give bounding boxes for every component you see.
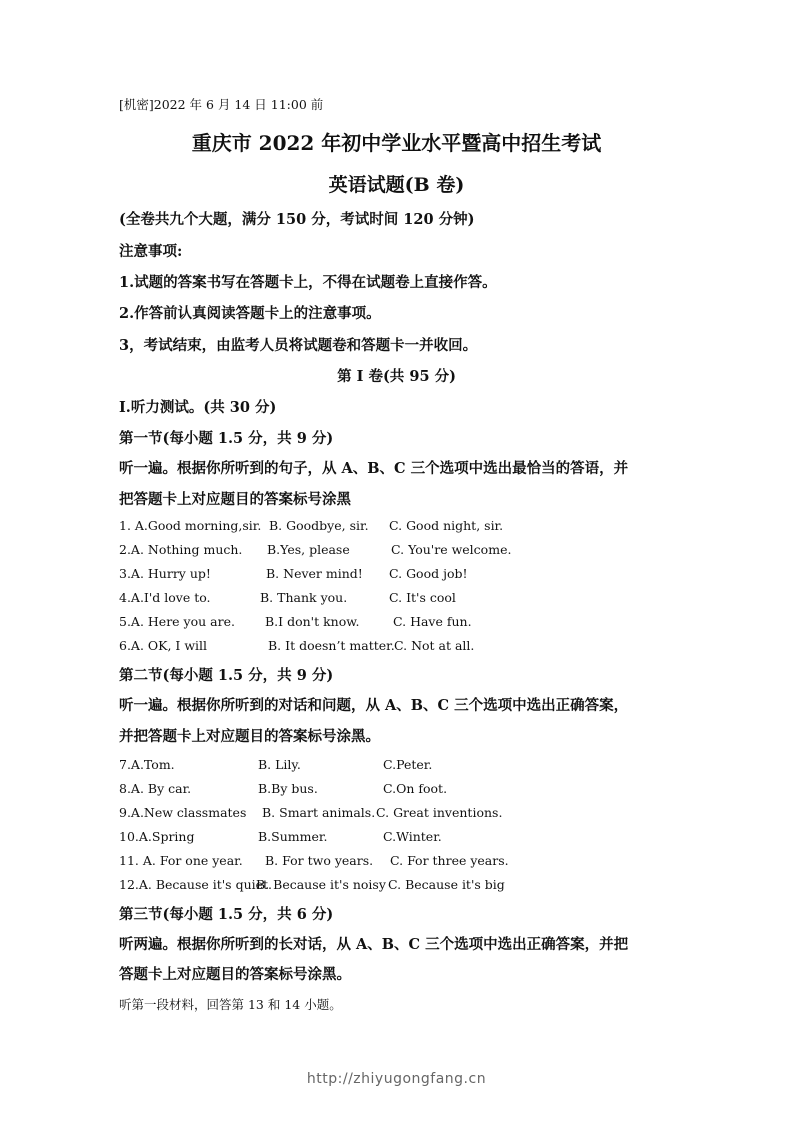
- option-c: C. You're welcome.: [391, 542, 512, 557]
- part-heading: 第 I 卷(共 95 分): [337, 368, 456, 385]
- option-a: 10.A.Spring: [119, 829, 195, 844]
- section-3-heading: 第三节(每小题 1.5 分，共 6 分): [119, 906, 334, 923]
- option-a: 12.A. Because it's quiet.: [119, 877, 273, 892]
- section-1-heading: 第一节(每小题 1.5 分，共 9 分): [119, 430, 334, 447]
- option-a: 2.A. Nothing much.: [119, 542, 243, 557]
- option-b: B. Lily.: [258, 757, 301, 772]
- notice-heading: 注意事项:: [119, 243, 183, 260]
- exam-title: 重庆市 2022 年初中学业水平暨高中招生考试: [191, 131, 602, 155]
- section-2-instruction-line-1: 听一遍。根据你所听到的对话和问题，从 A、B、C 三个选项中选出正确答案，: [119, 697, 629, 714]
- option-c: C. Great inventions.: [376, 805, 503, 820]
- option-a: 5.A. Here you are.: [119, 614, 235, 629]
- section-1-instruction-line-1: 听一遍。根据你所听到的句子，从 A、B、C 三个选项中选出最恰当的答语，并: [119, 460, 629, 477]
- option-b: B. Because it's noisy: [256, 877, 386, 892]
- section-3-instruction-line-1: 听两遍。根据你所听到的长对话，从 A、B、C 三个选项中选出正确答案，并把: [119, 936, 629, 953]
- option-c: C.On foot.: [383, 781, 448, 796]
- option-a: 11. A. For one year.: [119, 853, 243, 868]
- option-a: 6.A. OK, I will: [119, 638, 208, 653]
- option-b: B. Never mind!: [266, 566, 363, 581]
- section-2-instruction-line-2: 并把答题卡上对应题目的答案标号涂黑。: [119, 728, 380, 745]
- option-a: 7.A.Tom.: [119, 757, 175, 772]
- section-1-instruction-line-2: 把答题卡上对应题目的答案标号涂黑: [119, 491, 351, 508]
- option-b: B.Summer.: [258, 829, 328, 844]
- footer-url: http://zhiyugongfang.cn: [306, 1071, 487, 1087]
- notice-item-1: 1.试题的答案书写在答题卡上，不得在试题卷上直接作答。: [119, 274, 497, 291]
- option-c: C. For three years.: [390, 853, 509, 868]
- option-a: 8.A. By car.: [119, 781, 192, 796]
- listening-section-heading: I.听力测试。(共 30 分): [119, 399, 277, 416]
- option-c: C. Good night, sir.: [389, 518, 504, 533]
- option-b: B.By bus.: [258, 781, 318, 796]
- exam-summary: (全卷共九个大题，满分 150 分，考试时间 120 分钟): [119, 211, 475, 228]
- option-a: 1. A.Good morning,sir.: [119, 518, 262, 533]
- option-a: 3.A. Hurry up!: [119, 566, 211, 581]
- option-b: B.Yes, please: [267, 542, 350, 557]
- notice-item-3: 3，考试结束，由监考人员将试题卷和答题卡一并收回。: [119, 337, 478, 354]
- option-b: B. For two years.: [265, 853, 374, 868]
- exam-subtitle: 英语试题(B 卷): [328, 174, 465, 196]
- option-c: C.Peter.: [383, 757, 433, 772]
- option-b: B. It doesn’t matter.: [268, 638, 395, 653]
- option-c: C. Not at all.: [394, 638, 475, 653]
- option-a: 9.A.New classmates: [119, 805, 247, 820]
- option-b: B. Smart animals.: [262, 805, 376, 820]
- notice-item-2: 2.作答前认真阅读答题卡上的注意事项。: [119, 305, 381, 322]
- option-b: B.I don't know.: [265, 614, 360, 629]
- option-a: 4.A.I'd love to.: [119, 590, 211, 605]
- section-3-instruction-line-2: 答题卡上对应题目的答案标号涂黑。: [119, 966, 351, 983]
- section-2-heading: 第二节(每小题 1.5 分，共 9 分): [119, 667, 334, 684]
- section-3-note: 听第一段材料，回答第 13 和 14 小题。: [119, 997, 342, 1012]
- option-c: C. Because it's big: [388, 877, 505, 892]
- option-c: C. It's cool: [389, 590, 456, 605]
- option-b: B. Thank you.: [260, 590, 348, 605]
- option-c: C.Winter.: [383, 829, 442, 844]
- confidential-header: [机密]2022 年 6 月 14 日 11:00 前: [119, 97, 324, 112]
- option-c: C. Have fun.: [393, 614, 472, 629]
- option-b: B. Goodbye, sir.: [269, 518, 369, 533]
- option-c: C. Good job!: [389, 566, 468, 581]
